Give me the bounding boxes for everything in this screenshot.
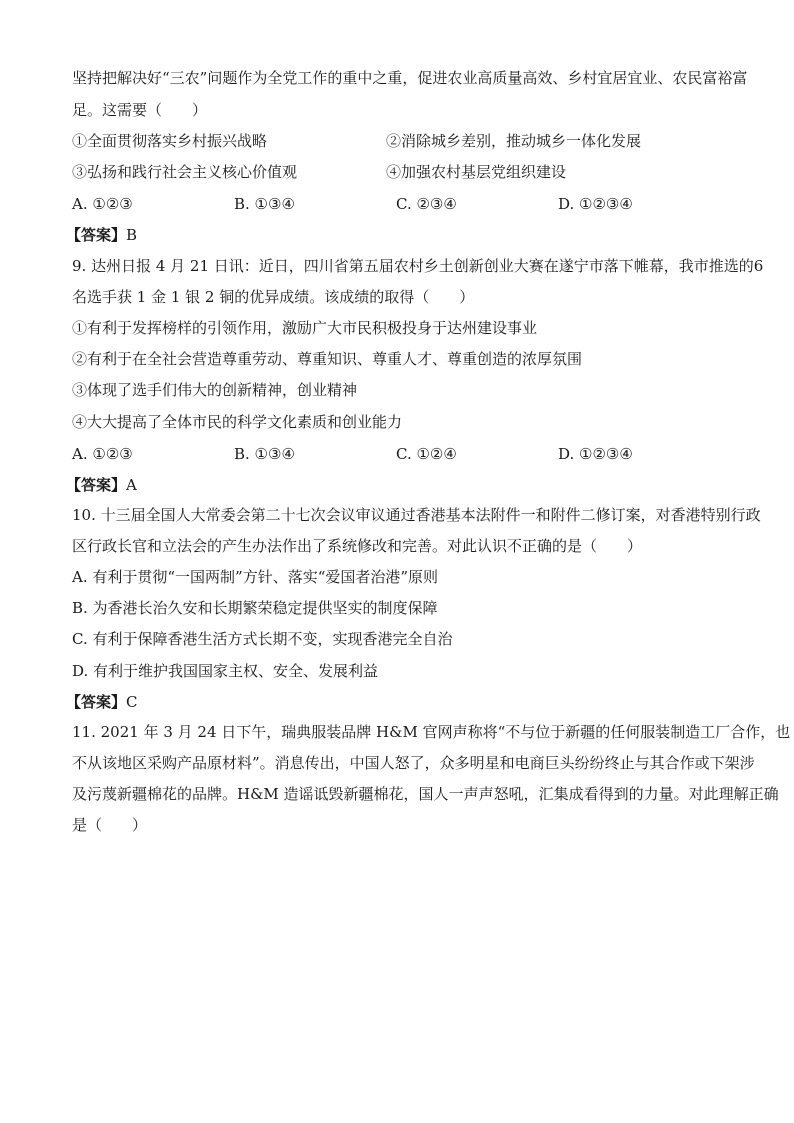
q9-option-b: B. ①③④ [234, 445, 295, 463]
q8-option-b: B. ①③④ [234, 195, 295, 213]
answer-value: B [126, 226, 138, 244]
q9-statement-3: ③体现了选手们伟大的创新精神，创业精神 [72, 381, 358, 399]
q9-statement-4: ④大大提高了全体市民的科学文化素质和创业能力 [72, 413, 403, 431]
q8-statement-1: ①全面贯彻落实乡村振兴战略 [72, 132, 268, 150]
q10-option-d: D. 有利于维护我国国家主权、安全、发展利益 [72, 662, 379, 680]
q10-stem-line-2: 区行政长官和立法会的产生办法作出了系统修改和完善。对此认识不正确的是（ ） [72, 537, 643, 555]
q8-answer [66, 225, 137, 245]
q11-stem-line-2: 不从该地区采购产品原材料”。消息传出，中国人怒了，众多明星和电商巨头纷纷终止与其合作或下架涉 [72, 754, 755, 772]
q8-statement-4: ④加强农村基层党组织建设 [386, 163, 567, 181]
answer-label: 【答案】 [66, 693, 127, 711]
q9-stem-line-1: 9. 达州日报 4 月 21 日讯：近日，四川省第五届农村乡土创新创业大赛在遂宁市落下帷幕，我市推选的6 [72, 257, 764, 275]
q11-stem-line-3: 及污蔑新疆棉花的品牌。H&M 造谣诋毁新疆棉花，国人一声声怒吼，汇集成看得到的力量。对此理解正确 [72, 785, 779, 803]
q8-option-c: C. ②③④ [396, 195, 457, 213]
q9-option-c: C. ①②④ [396, 445, 457, 463]
q10-answer [66, 692, 138, 712]
answer-value: C [126, 693, 138, 711]
q8-option-a: A. ①②③ [72, 195, 133, 213]
answer-label: 【答案】 [66, 476, 127, 494]
q9-statement-1: ①有利于发挥榜样的引领作用，激励广大市民积极投身于达州建设事业 [72, 319, 538, 337]
q9-option-a: A. ①②③ [72, 445, 133, 463]
answer-label: 【答案】 [66, 226, 127, 244]
q9-statement-2: ②有利于在全社会营造尊重劳动、尊重知识、尊重人才、尊重创造的浓厚氛围 [72, 350, 583, 368]
q9-stem-line-2: 名选手获 1 金 1 银 2 铜的优异成绩。该成绩的取得（ ） [72, 288, 475, 306]
q8-stem-line-2: 足。这需要（ ） [72, 101, 208, 119]
q8-statement-3: ③弘扬和践行社会主义核心价值观 [72, 163, 298, 181]
q8-statement-2: ②消除城乡差别，推动城乡一体化发展 [386, 132, 642, 150]
q10-stem-line-1: 10. 十三届全国人大常委会第二十七次会议审议通过香港基本法附件一和附件二修订案，对香港特别行政 [72, 506, 761, 524]
q10-option-a: A. 有利于贯彻“一国两制”方针、落实“爱国者治港”原则 [72, 568, 439, 586]
q8-option-d: D. ①②③④ [558, 195, 633, 213]
q8-stem-line-1: 坚持把解决好“三农”问题作为全党工作的重中之重，促进农业高质量高效、乡村宜居宜业、农民富裕富 [72, 69, 748, 87]
q11-stem-line-1: 11. 2021 年 3 月 24 日下午，瑞典服装品牌 H&M 官网声称将“不与位于新疆的任何服装制造工厂合作，也 [72, 723, 791, 741]
q9-answer [66, 475, 137, 495]
q9-option-d: D. ①②③④ [558, 445, 633, 463]
answer-value: A [126, 476, 137, 494]
q10-option-b: B. 为香港长治久安和长期繁荣稳定提供坚实的制度保障 [72, 599, 438, 617]
q11-stem-line-4: 是（ ） [72, 816, 148, 834]
q10-option-c: C. 有利于保障香港生活方式长期不变，实现香港完全自治 [72, 630, 453, 648]
